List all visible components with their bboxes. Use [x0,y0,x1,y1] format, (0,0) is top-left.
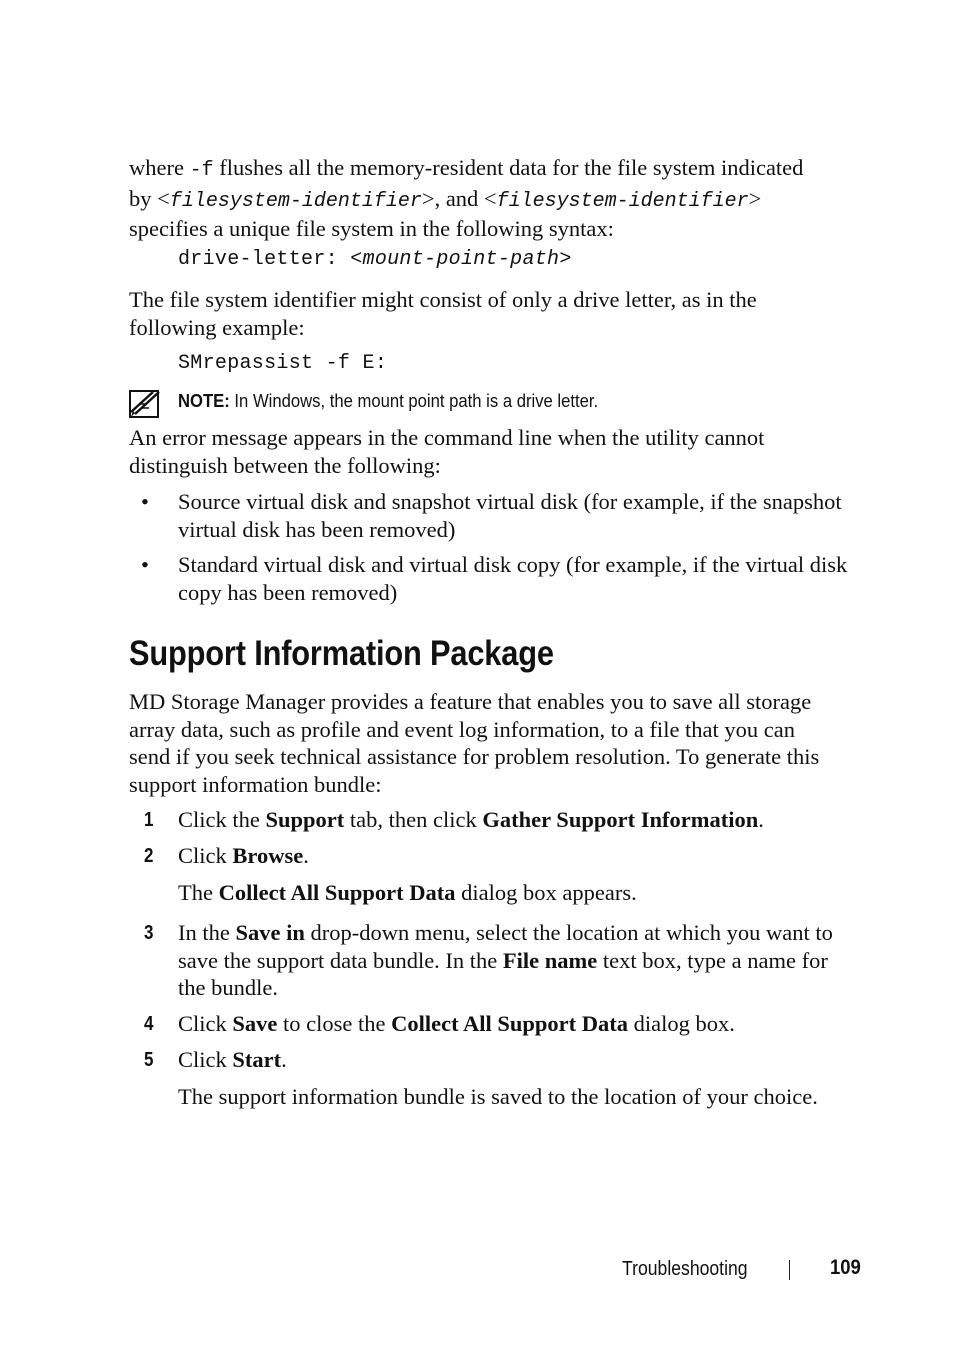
identifier-line-1: The file system identifier might consist of only a drive letter, as in the [129,287,757,312]
intro-text: > [748,185,762,211]
step-3-line-2 [178,947,854,975]
step-text-run: Click [178,1047,233,1072]
step-text-run: dialog box. [628,1011,735,1036]
note-pencil-icon [129,390,163,420]
filesystem-identifier-param: filesystem-identifier [496,189,749,213]
bullet-line: copy has been removed) [178,579,398,605]
intro-paragraph [129,154,854,243]
step-text [178,842,854,870]
bullet-text [178,488,854,543]
bullet-line: virtual disk has been removed) [178,516,456,542]
ui-term-save: Save [232,1011,278,1036]
intro-text: where [129,155,190,180]
syntax-code [178,248,572,271]
step-text-run: . [303,843,309,868]
step-text-run: dialog box appears. [455,880,637,905]
note-label: NOTE: [178,390,230,411]
step-2-result [178,879,854,907]
error-paragraph [129,424,854,479]
intro-text: >, and < [421,185,497,211]
ui-term-gather-support-information: Gather Support Information [482,807,759,832]
step-number: 4 [144,1013,154,1035]
support-line-1: MD Storage Manager provides a feature that enables you to save all storage [129,689,812,714]
filesystem-identifier-param: filesystem-identifier [169,189,422,213]
section-heading: Support Information Package [129,634,554,673]
flush-flag: -f [189,159,214,182]
step-text [178,919,854,1002]
step-text-run: to close the [277,1011,392,1036]
intro-text: by < [129,185,170,211]
intro-text: flushes all the memory-resident data for the file system indicated [213,155,804,180]
step-number: 1 [144,809,154,831]
support-line-4: support information bundle: [129,771,382,797]
ui-term-save-in: Save in [235,920,305,945]
step-5-result: The support information bundle is saved to the location of your choice. [178,1084,818,1109]
intro-line-3: specifies a unique file system in the following syntax: [129,216,614,241]
ui-term-start: Start [232,1047,282,1072]
ui-term-browse: Browse [232,843,304,868]
intro-line-1 [129,154,854,185]
step-text-run: In the [178,920,236,945]
step-text-run: Click [178,1011,233,1036]
step-number: 2 [144,845,154,867]
note-body: In Windows, the mount point path is a drive letter. [229,390,599,411]
identifier-line-2: following example: [129,314,305,340]
note-text [178,390,598,412]
ui-term-support-tab: Support [265,807,345,832]
support-line-3: send if you seek technical assistance for problem resolution. To generate this [129,744,820,769]
syntax-suffix: > [559,248,572,271]
step-text [178,1010,854,1038]
step-text-run: text box, type a name for [597,947,828,973]
ui-term-collect-all-support-data: Collect All Support Data [391,1011,628,1036]
step-text-run: drop-down menu, select the location at which you want to [304,920,833,945]
step-text-run: . [281,1047,287,1072]
identifier-paragraph [129,286,854,341]
intro-line-2 [129,185,854,216]
syntax-prefix: drive-letter: < [178,248,363,271]
step-text-run: . [758,807,764,832]
bullet-line: Source virtual disk and snapshot virtual disk (for example, if the snapshot [178,489,842,514]
support-line-2: array data, such as profile and event log information, to a file that you can [129,716,796,742]
step-text [178,806,854,834]
step-text-run: Click [178,843,233,868]
step-text-run: tab, then click [344,807,483,832]
ui-term-file-name: File name [502,947,598,973]
step-3-line-1 [178,919,854,947]
footer-page-number: 109 [830,1256,861,1279]
step-text-run: Click the [178,807,266,832]
example-command: SMrepassist -f E: [178,352,388,375]
support-paragraph [129,688,854,798]
syntax-param: mount-point-path [362,248,560,271]
step-text-run: The [178,880,219,905]
step-text [178,1046,854,1074]
step-number: 5 [144,1049,154,1071]
step-number: 3 [144,922,154,944]
bullet-line: Standard virtual disk and virtual disk copy (for example, if the virtual disk [178,552,848,577]
note-box [129,388,854,420]
footer-divider [789,1260,790,1280]
footer-section-title: Troubleshooting [622,1258,748,1280]
error-line-1: An error message appears in the command line when the utility cannot [129,425,765,450]
step-3-line-3: the bundle. [178,975,278,1000]
bullet-text [178,551,854,606]
error-line-2: distinguish between the following: [129,452,441,478]
ui-term-collect-all-support-data: Collect All Support Data [218,880,456,905]
bullet-icon: • [141,489,149,514]
step-text-run: save the support data bundle. In the [178,947,503,973]
bullet-icon: • [141,552,149,577]
